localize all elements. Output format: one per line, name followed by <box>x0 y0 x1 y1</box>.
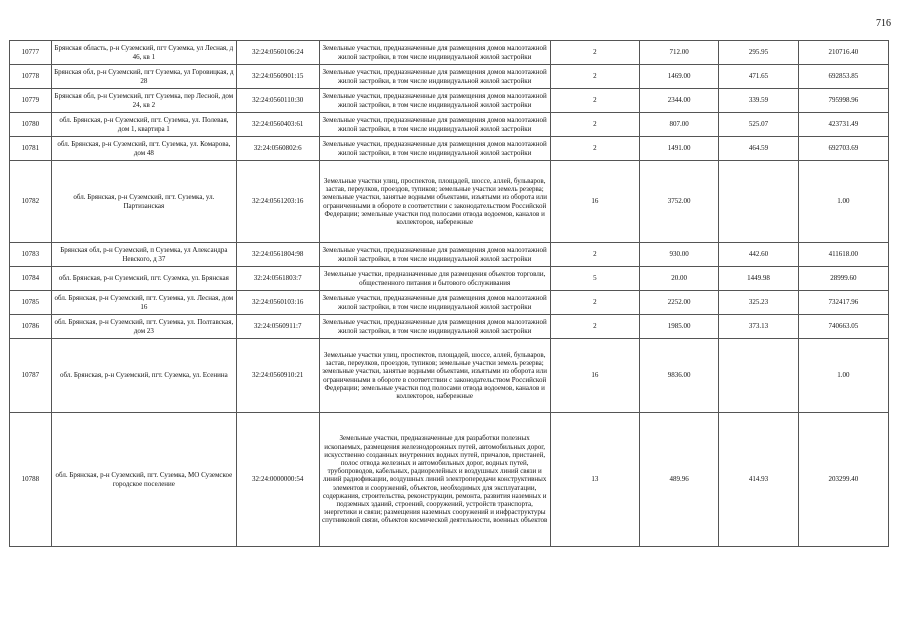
row-number: 10787 <box>10 339 52 413</box>
cadastral-number-cell: 32:24:0560911:7 <box>236 315 319 339</box>
table-row <box>10 113 889 137</box>
land-plots-table <box>9 40 889 547</box>
address-cell: Брянская обл, р-н Суземский, пгт Суземка, ул Горовицкая, д 28 <box>51 65 236 89</box>
cadastral-number-cell: 32:24:0561804:98 <box>236 243 319 267</box>
row-number: 10781 <box>10 137 52 161</box>
cadastral-number-cell: 32:24:0560802:6 <box>236 137 319 161</box>
cadastral-number-cell: 32:24:0560106:24 <box>236 41 319 65</box>
land-use-cell: Земельные участки улиц, проспектов, площадей, шоссе, аллей, бульваров, застав, переулков, проездов, тупиков; земельные участки земель резерва; земельные участки, занятые водными объектами, изъятыми из оборота или ограниченными в обороте в соответствии с законодательством Российской Федерации; земельные участки под полосами отвода водоемов, каналов и коллекторов, набережные <box>319 339 550 413</box>
specific-value-cell: 325.23 <box>719 291 798 315</box>
cadastral-number-cell: 32:24:0000000:54 <box>236 413 319 547</box>
area-cell: 2252.00 <box>640 291 719 315</box>
land-use-cell: Земельные участки, предназначенные для размещения домов малоэтажной жилой застройки, в том числе индивидуальной жилой застройки <box>319 137 550 161</box>
row-number: 10784 <box>10 267 52 291</box>
address-cell: Брянская обл, р-н Суземский, п Суземка, ул Александра Невского, д 37 <box>51 243 236 267</box>
area-cell: 712.00 <box>640 41 719 65</box>
row-number: 10786 <box>10 315 52 339</box>
cadastral-value-cell: 795998.96 <box>798 89 888 113</box>
group-number-cell: 2 <box>550 291 639 315</box>
cadastral-value-cell: 740663.05 <box>798 315 888 339</box>
address-cell: обл. Брянская, р-н Суземский, пгт. Суземка, ул. Полтавская, дом 23 <box>51 315 236 339</box>
cadastral-number-cell: 32:24:0561803:7 <box>236 267 319 291</box>
row-number: 10785 <box>10 291 52 315</box>
land-use-cell: Земельные участки, предназначенные для размещения домов малоэтажной жилой застройки, в том числе индивидуальной жилой застройки <box>319 315 550 339</box>
area-cell: 930.00 <box>640 243 719 267</box>
row-number: 10782 <box>10 161 52 243</box>
area-cell: 1469.00 <box>640 65 719 89</box>
page-number: 716 <box>876 18 891 29</box>
table-row <box>10 243 889 267</box>
specific-value-cell: 525.07 <box>719 113 798 137</box>
area-cell: 2344.00 <box>640 89 719 113</box>
table-row <box>10 291 889 315</box>
table-row <box>10 339 889 413</box>
group-number-cell: 2 <box>550 113 639 137</box>
row-number: 10783 <box>10 243 52 267</box>
cadastral-value-cell: 732417.96 <box>798 291 888 315</box>
group-number-cell: 16 <box>550 161 639 243</box>
cadastral-number-cell: 32:24:0560110:30 <box>236 89 319 113</box>
area-cell: 20.00 <box>640 267 719 291</box>
table-row <box>10 41 889 65</box>
land-use-cell: Земельные участки, предназначенные для размещения домов малоэтажной жилой застройки, в том числе индивидуальной жилой застройки <box>319 41 550 65</box>
group-number-cell: 2 <box>550 65 639 89</box>
land-use-cell: Земельные участки, предназначенные для размещения домов малоэтажной жилой застройки, в том числе индивидуальной жилой застройки <box>319 89 550 113</box>
group-number-cell: 2 <box>550 41 639 65</box>
cadastral-value-cell: 692703.69 <box>798 137 888 161</box>
row-number: 10780 <box>10 113 52 137</box>
address-cell: обл. Брянская, р-н Суземский, пгт. Суземка, ул. Полевая, дом 1, квартира 1 <box>51 113 236 137</box>
specific-value-cell: 442.60 <box>719 243 798 267</box>
land-use-cell: Земельные участки, предназначенные для размещения домов малоэтажной жилой застройки, в том числе индивидуальной жилой застройки <box>319 291 550 315</box>
specific-value-cell: 373.13 <box>719 315 798 339</box>
land-use-cell: Земельные участки, предназначенные для размещения объектов торговли, общественного питания и бытового обслуживания <box>319 267 550 291</box>
area-cell: 807.00 <box>640 113 719 137</box>
table-row <box>10 65 889 89</box>
area-cell: 9836.00 <box>640 339 719 413</box>
group-number-cell: 2 <box>550 243 639 267</box>
address-cell: Брянская обл, р-н Суземский, пгт Суземка, пер Лесной, дом 24, кв 2 <box>51 89 236 113</box>
area-cell: 1491.00 <box>640 137 719 161</box>
row-number: 10788 <box>10 413 52 547</box>
cadastral-number-cell: 32:24:0560103:16 <box>236 291 319 315</box>
table-row <box>10 413 889 547</box>
cadastral-value-cell: 1.00 <box>798 339 888 413</box>
land-use-cell: Земельные участки, предназначенные для размещения домов малоэтажной жилой застройки, в том числе индивидуальной жилой застройки <box>319 243 550 267</box>
address-cell: обл. Брянская, р-н Суземский, пгт. Суземка, ул. Комарова, дом 48 <box>51 137 236 161</box>
table-row <box>10 267 889 291</box>
cadastral-value-cell: 1.00 <box>798 161 888 243</box>
land-use-cell: Земельные участки, предназначенные для размещения домов малоэтажной жилой застройки, в том числе индивидуальной жилой застройки <box>319 65 550 89</box>
address-cell: обл. Брянская, р-н Суземский, пгт. Суземка, ул. Партизанская <box>51 161 236 243</box>
cadastral-value-cell: 692853.85 <box>798 65 888 89</box>
specific-value-cell <box>719 161 798 243</box>
group-number-cell: 2 <box>550 315 639 339</box>
cadastral-value-cell: 203299.40 <box>798 413 888 547</box>
land-use-cell: Земельные участки, предназначенные для разработки полезных ископаемых, размещения железнодорожных путей, автомобильных дорог, искусственно созданных внутренних водных путей, причалов, пристаней, полос отвода железных и автомобильных дорог, водных путей, трубопроводов, кабельных, радиорелейных и воздушных линий связи и линий радиофикации, воздушных линий электропередачи конструктивных элементов и сооружений, объектов, необходимых для эксплуатации, содержания, строительства, реконструкции, ремонта, развития наземных и подземных зданий, строений, сооружений, устройств транспорта, энергетики и связи; размещения наземных сооружений и инфраструктуры спутниковой связи, объектов космической деятельности, военных объектов <box>319 413 550 547</box>
group-number-cell: 2 <box>550 137 639 161</box>
cadastral-value-cell: 411618.00 <box>798 243 888 267</box>
table-body <box>10 41 889 547</box>
specific-value-cell: 414.93 <box>719 413 798 547</box>
land-use-cell: Земельные участки улиц, проспектов, площадей, шоссе, аллей, бульваров, застав, переулков, проездов, тупиков; земельные участки земель резерва; земельные участки, занятые водными объектами, изъятыми из оборота или ограниченными в обороте в соответствии с законодательством Российской Федерации; земельные участки под полосами отвода водоемов, каналов и коллекторов, набережные <box>319 161 550 243</box>
specific-value-cell: 471.65 <box>719 65 798 89</box>
row-number: 10777 <box>10 41 52 65</box>
table-row <box>10 89 889 113</box>
land-use-cell: Земельные участки, предназначенные для размещения домов малоэтажной жилой застройки, в том числе индивидуальной жилой застройки <box>319 113 550 137</box>
cadastral-number-cell: 32:24:0560901:15 <box>236 65 319 89</box>
table-row <box>10 137 889 161</box>
area-cell: 489.96 <box>640 413 719 547</box>
cadastral-number-cell: 32:24:0561203:16 <box>236 161 319 243</box>
specific-value-cell: 1449.98 <box>719 267 798 291</box>
area-cell: 1985.00 <box>640 315 719 339</box>
address-cell: обл. Брянская, р-н Суземский, пгт. Суземка, ул. Есенина <box>51 339 236 413</box>
address-cell: обл. Брянская, р-н Суземский, пгт. Суземка, ул. Лесная, дом 16 <box>51 291 236 315</box>
group-number-cell: 5 <box>550 267 639 291</box>
specific-value-cell <box>719 339 798 413</box>
cadastral-value-cell: 28999.60 <box>798 267 888 291</box>
table-row <box>10 161 889 243</box>
area-cell: 3752.00 <box>640 161 719 243</box>
address-cell: Брянская область, р-н Суземский, пгт Суземка, ул Лесная, д 46, кв 1 <box>51 41 236 65</box>
address-cell: обл. Брянская, р-н Суземский, пгт. Суземка, ул. Брянская <box>51 267 236 291</box>
row-number: 10779 <box>10 89 52 113</box>
group-number-cell: 16 <box>550 339 639 413</box>
cadastral-value-cell: 423731.49 <box>798 113 888 137</box>
cadastral-number-cell: 32:24:0560403:61 <box>236 113 319 137</box>
address-cell: обл. Брянская, р-н Суземский, пгт. Суземка, МО Суземское городское поселение <box>51 413 236 547</box>
specific-value-cell: 295.95 <box>719 41 798 65</box>
cadastral-number-cell: 32:24:0560910:21 <box>236 339 319 413</box>
table-row <box>10 315 889 339</box>
row-number: 10778 <box>10 65 52 89</box>
group-number-cell: 13 <box>550 413 639 547</box>
specific-value-cell: 464.59 <box>719 137 798 161</box>
cadastral-value-cell: 210716.40 <box>798 41 888 65</box>
specific-value-cell: 339.59 <box>719 89 798 113</box>
group-number-cell: 2 <box>550 89 639 113</box>
